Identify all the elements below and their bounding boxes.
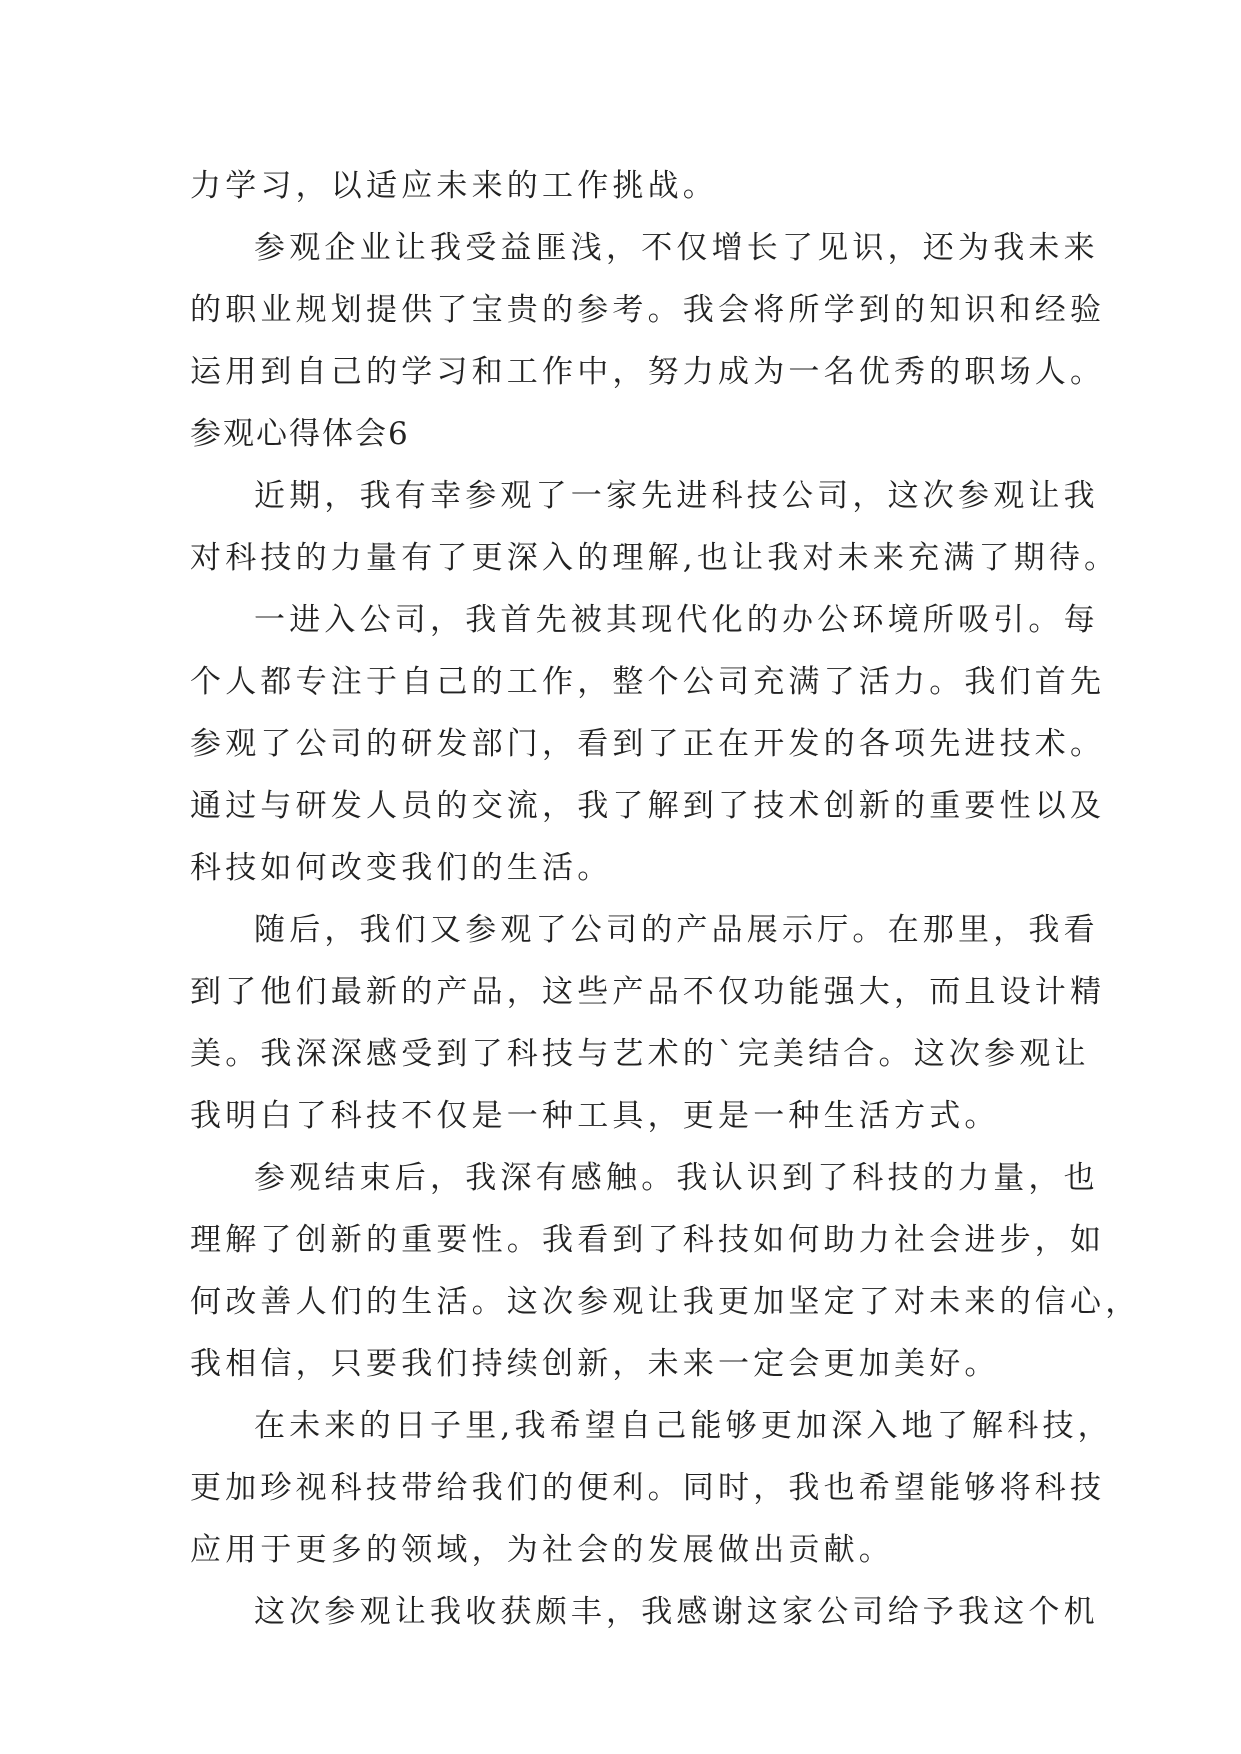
text-line: 个人都专注于自己的工作，整个公司充满了活力。我们首先 (190, 664, 1106, 700)
text-line: 参观了公司的研发部门，看到了正在开发的各项先进技术。 (190, 726, 1106, 762)
text-line: 美。我深深感受到了科技与艺术的`完美结合。这次参观让 (190, 1036, 1090, 1072)
text-line: 力学习，以适应未来的工作挑战。 (190, 168, 718, 204)
text-line: 对科技的力量有了更深入的理解,也让我对未来充满了期待。 (190, 540, 1120, 576)
paragraph-start: 在未来的日子里,我希望自己能够更加深入地了解科技， (254, 1408, 1113, 1444)
document-body (190, 155, 1141, 1643)
text-line: 到了他们最新的产品，这些产品不仅功能强大，而且设计精 (190, 974, 1106, 1010)
paragraph-start: 近期，我有幸参观了一家先进科技公司，这次参观让我 (254, 478, 1099, 514)
text-line: 我相信，只要我们持续创新，未来一定会更加美好。 (190, 1346, 1000, 1382)
text-line: 的职业规划提供了宝贵的参考。我会将所学到的知识和经验 (190, 292, 1106, 328)
paragraph-start: 参观企业让我受益匪浅，不仅增长了见识，还为我未来 (254, 230, 1099, 266)
paragraph-start: 随后，我们又参观了公司的产品展示厅。在那里，我看 (254, 912, 1099, 948)
paragraph-start: 一进入公司，我首先被其现代化的办公环境所吸引。每 (254, 602, 1099, 638)
text-line: 通过与研发人员的交流，我了解到了技术创新的重要性以及 (190, 788, 1106, 824)
text-line: 理解了创新的重要性。我看到了科技如何助力社会进步，如 (190, 1222, 1106, 1258)
text-line: 科技如何改变我们的生活。 (190, 850, 613, 886)
text-line: 运用到自己的学习和工作中，努力成为一名优秀的职场人。 (190, 354, 1106, 390)
paragraph-start: 参观结束后，我深有感触。我认识到了科技的力量，也 (254, 1160, 1099, 1196)
section-heading: 参观心得体会6 (190, 416, 410, 452)
text-line: 我明白了科技不仅是一种工具，更是一种生活方式。 (190, 1098, 1000, 1134)
paragraph-start: 这次参观让我收获颇丰，我感谢这家公司给予我这个机 (254, 1594, 1099, 1630)
text-line: 何改善人们的生活。这次参观让我更加坚定了对未来的信心， (190, 1284, 1141, 1320)
text-line: 更加珍视科技带给我们的便利。同时，我也希望能够将科技 (190, 1470, 1106, 1506)
text-line: 应用于更多的领域，为社会的发展做出贡献。 (190, 1532, 894, 1568)
